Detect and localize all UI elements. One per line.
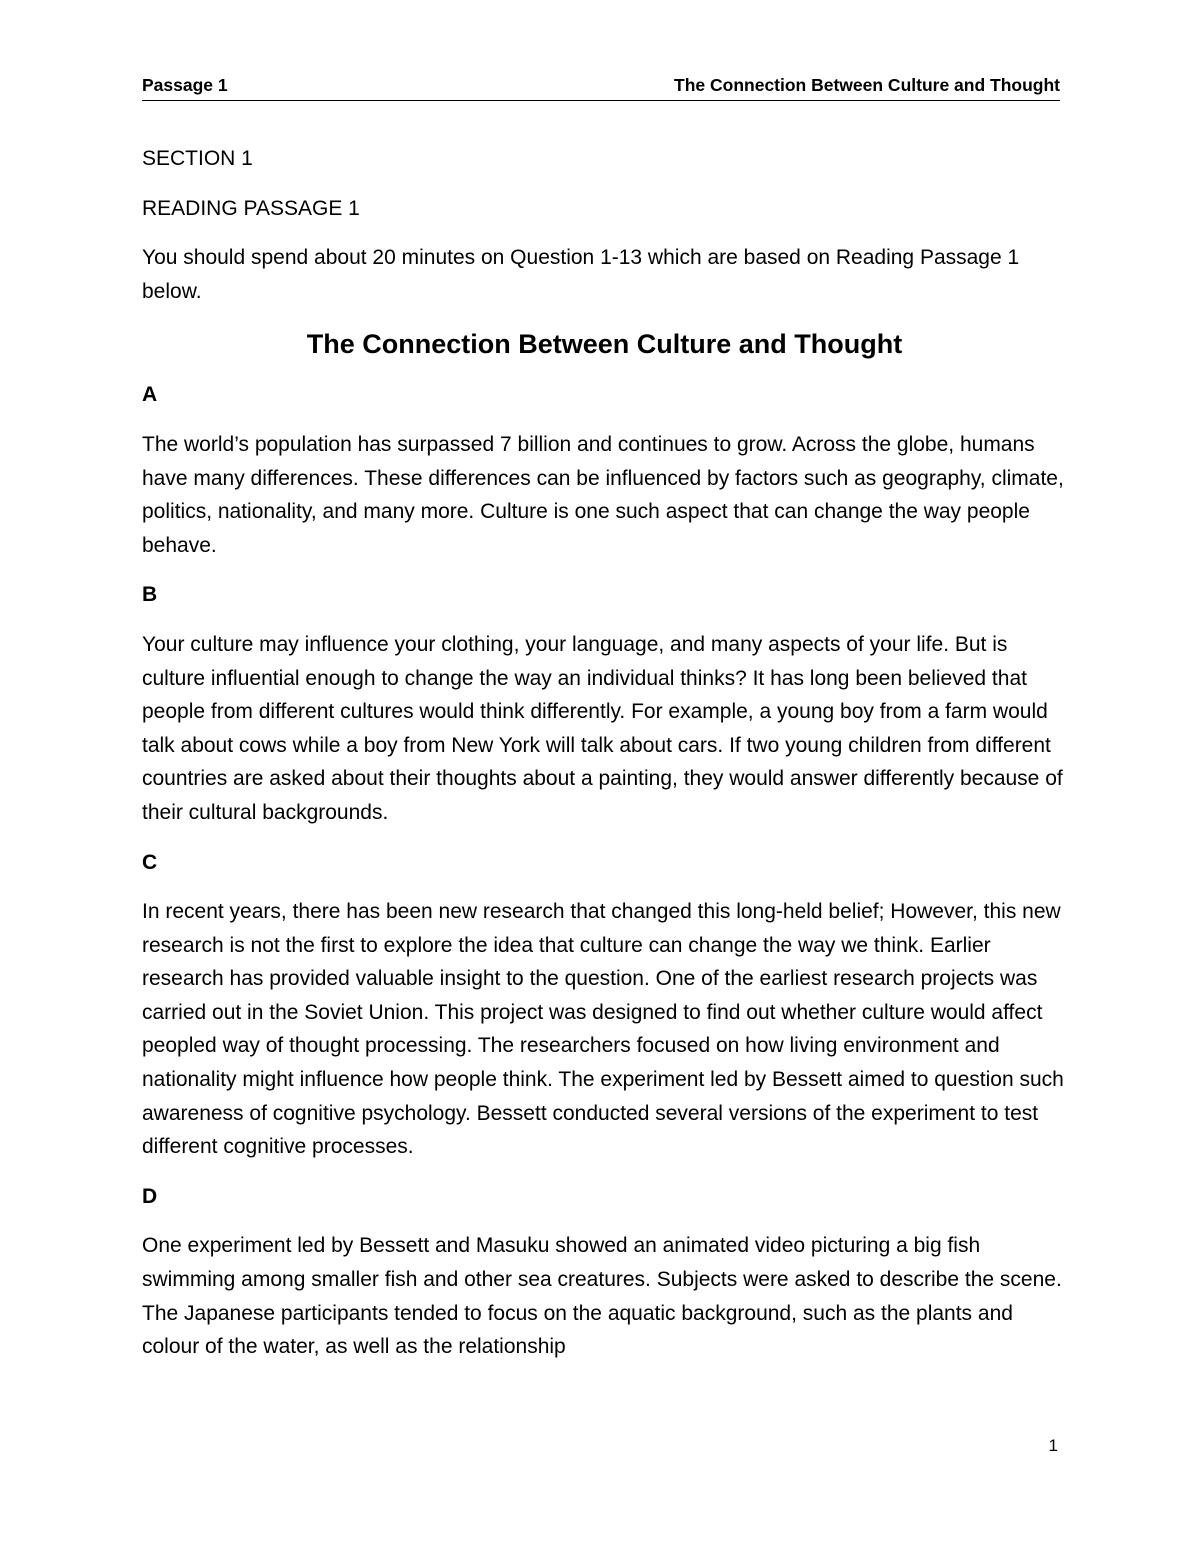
paragraph-c: In recent years, there has been new research that changed this long-held belief; However, this new research is not the first to explore the idea that culture can change the way we think. Earlier research has provided valuable insight to the question. One of the earliest research projects was carried out in the Soviet Union. This project was designed to find out whether culture would affect peopled way of thought processing. The researchers focused on how living environment and nationality might influence how people think. The experiment led by Bessett aimed to question such awareness of cognitive psychology. Bessett conducted several versions of the experiment to test different cognitive processes. bbox=[142, 900, 1064, 1159]
paragraph-letter-a: A bbox=[142, 383, 158, 407]
page-header bbox=[142, 72, 1060, 101]
instructions: You should spend about 20 minutes on Question 1-13 which are based on Reading Passage 1 below. bbox=[142, 246, 1020, 303]
header-title: The Connection Between Culture and Thought bbox=[674, 75, 1060, 95]
paragraph-a: The world’s population has surpassed 7 billion and continues to grow. Across the globe, humans have many differences. These differences can be influenced by factors such as geography, climate, politics, nationality, and many more. Culture is one such aspect that can change the way people behave. bbox=[142, 432, 1064, 557]
reading-passage-label: READING PASSAGE 1 bbox=[142, 196, 360, 220]
paragraph-b: Your culture may influence your clothing, your language, and many aspects of your life. But is culture influential enough to change the way an individual thinks? It has long been believed that people from different cultures would think differently. For example, a young boy from a farm would talk about cows while a boy from New York will talk about cars. If two young children from different countries are asked about their thoughts about a painting, they would answer differently because of their cultural backgrounds. bbox=[142, 632, 1063, 824]
paragraph-letter-d: D bbox=[142, 1184, 158, 1208]
passage-title: The Connection Between Culture and Thought bbox=[306, 329, 903, 360]
paragraph-d: One experiment led by Bessett and Masuku showed an animated video picturing a big fish swimming among smaller fish and other sea creatures. Subjects were asked to describe the scene. The Japanese participants tended to focus on the aquatic background, such as the plants and colour of the water, as well as the relationship bbox=[142, 1234, 1062, 1359]
paragraph-letter-c: C bbox=[142, 850, 158, 874]
page-content bbox=[142, 142, 1067, 1380]
paragraph-letter-b: B bbox=[142, 583, 158, 607]
page-number: 1 bbox=[1048, 1436, 1058, 1455]
header-passage-label: Passage 1 bbox=[142, 75, 228, 95]
section-label: SECTION 1 bbox=[142, 147, 253, 170]
